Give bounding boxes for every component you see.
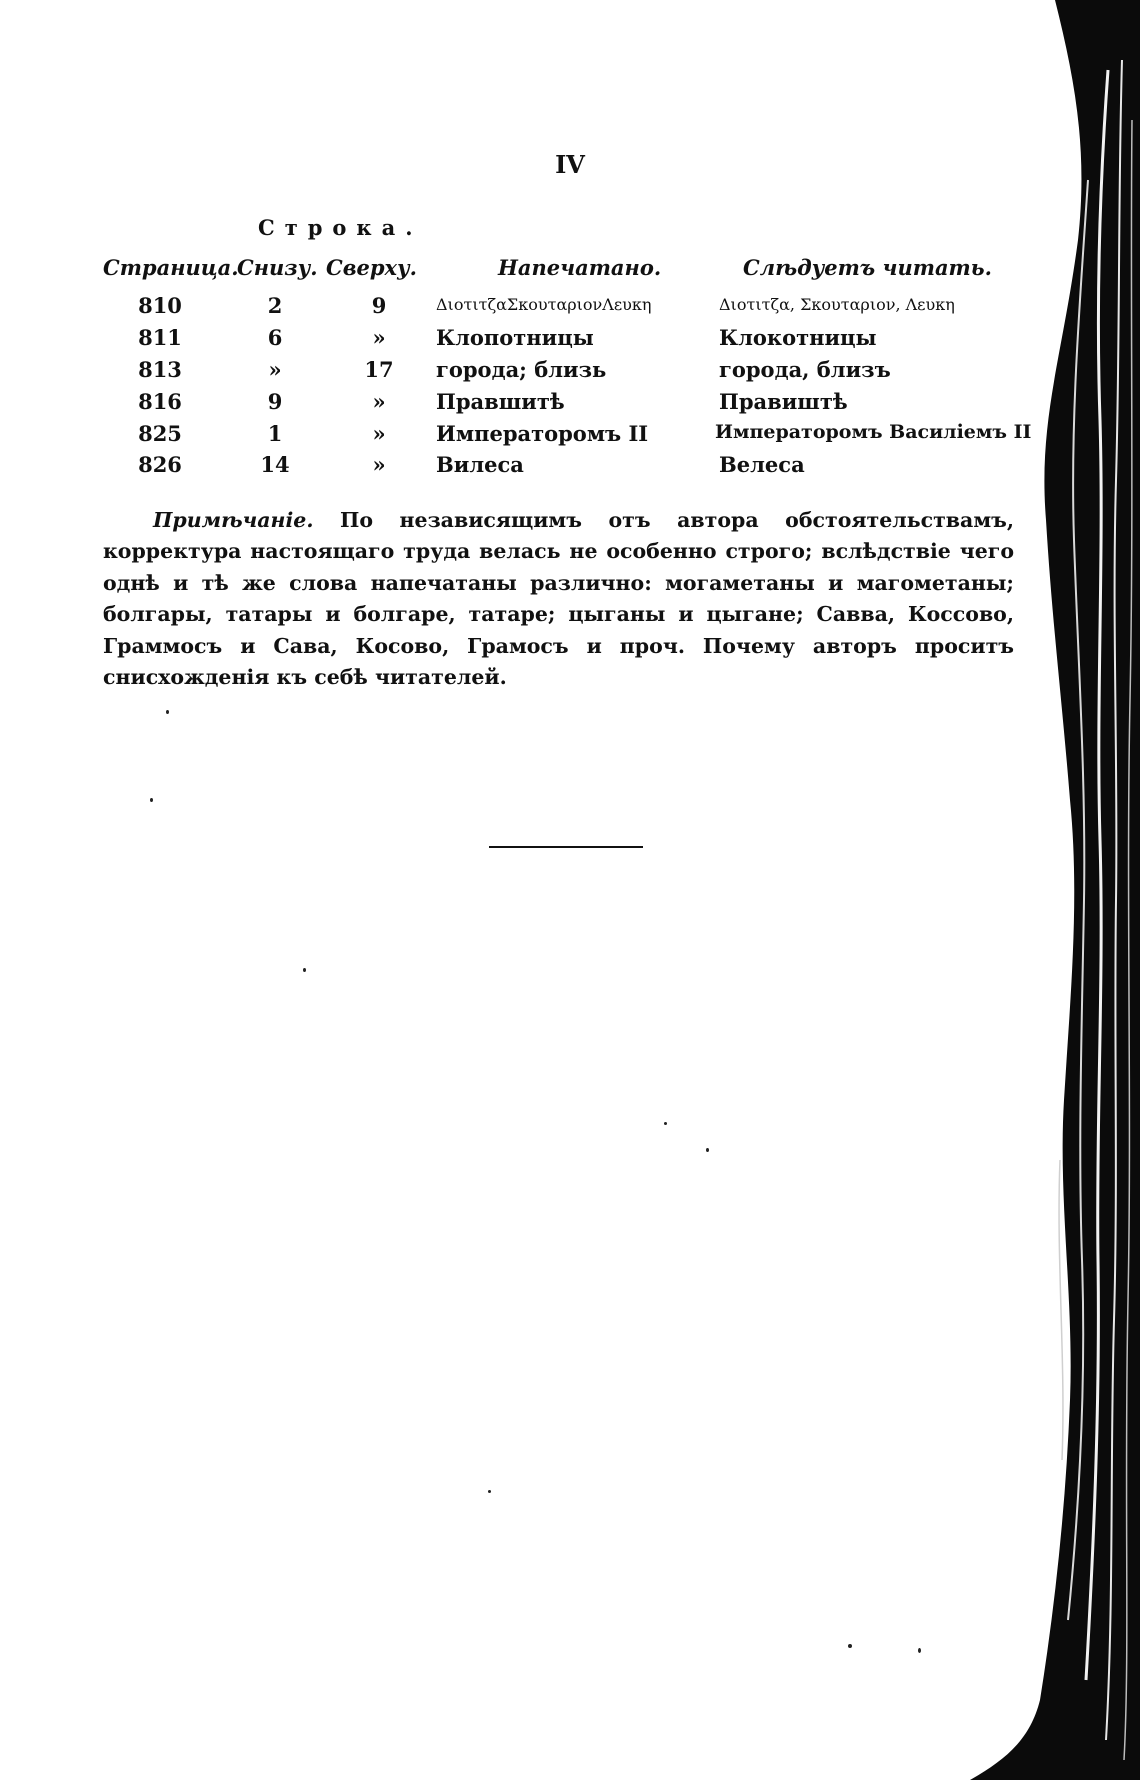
cell-should-read: Клокотницы xyxy=(719,325,877,350)
line-group-heading: Строка. xyxy=(258,215,423,240)
cell-page: 825 xyxy=(138,421,182,446)
cell-from-bottom: 6 xyxy=(267,325,283,350)
cell-from-top: 17 xyxy=(364,357,394,382)
cell-printed: Вилеса xyxy=(436,452,524,477)
cell-page: 816 xyxy=(138,389,182,414)
cell-page: 813 xyxy=(138,357,182,382)
cell-should-read: Велеса xyxy=(719,452,805,477)
cell-from-top: » xyxy=(372,389,386,414)
cell-printed: города; близь xyxy=(436,357,607,382)
note-text: По независящимъ отъ автора обстоятельствамъ, корректура настоящаго труда велась не особенно строго; вслѣдствіе чего однѣ и тѣ же слова напечатаны различно: могаметаны и магометаны; болгары, татары и болгаре, татаре; цыганы и цыгане; Савва, Коссово, Граммосъ и Сава, Косово, Грамосъ и проч. Почему авторъ проситъ снисхожденія къ себѣ читателей. xyxy=(103,507,1015,689)
header-should-read: Слѣдуетъ читать. xyxy=(743,255,992,280)
header-from-bottom: Снизу. xyxy=(237,255,318,280)
cell-from-top: » xyxy=(372,452,386,477)
cell-should-read: Διοτιτζα, Σκουταριον, Λευκη xyxy=(719,295,955,314)
cell-page: 810 xyxy=(138,293,182,318)
header-printed: Напечатано. xyxy=(498,255,662,280)
cell-printed: Правшитѣ xyxy=(436,389,565,414)
header-from-top: Сверху. xyxy=(326,255,417,280)
cell-from-bottom: 2 xyxy=(267,293,283,318)
note-label: Примѣчаніе. xyxy=(153,507,314,532)
cell-page: 826 xyxy=(138,452,182,477)
cell-printed: Императоромъ II xyxy=(436,421,649,446)
cell-from-bottom: 14 xyxy=(260,452,290,477)
cell-printed: ΔιοτιτζαΣκουταριονΛευκη xyxy=(436,295,652,314)
cell-from-bottom: 1 xyxy=(267,421,283,446)
cell-should-read: Императоромъ Василіемъ II xyxy=(715,421,1032,443)
page-number: IV xyxy=(555,150,585,179)
cell-from-top: » xyxy=(372,325,386,350)
cell-page: 811 xyxy=(138,325,182,350)
cell-from-bottom: 9 xyxy=(267,389,283,414)
cell-from-top: 9 xyxy=(371,293,387,318)
cell-should-read: Правиштѣ xyxy=(719,389,848,414)
cell-printed: Клопотницы xyxy=(436,325,594,350)
cell-should-read: города, близъ xyxy=(719,357,891,382)
header-page: Страница. xyxy=(103,255,239,280)
cell-from-top: » xyxy=(372,421,386,446)
cell-from-bottom: » xyxy=(268,357,282,382)
